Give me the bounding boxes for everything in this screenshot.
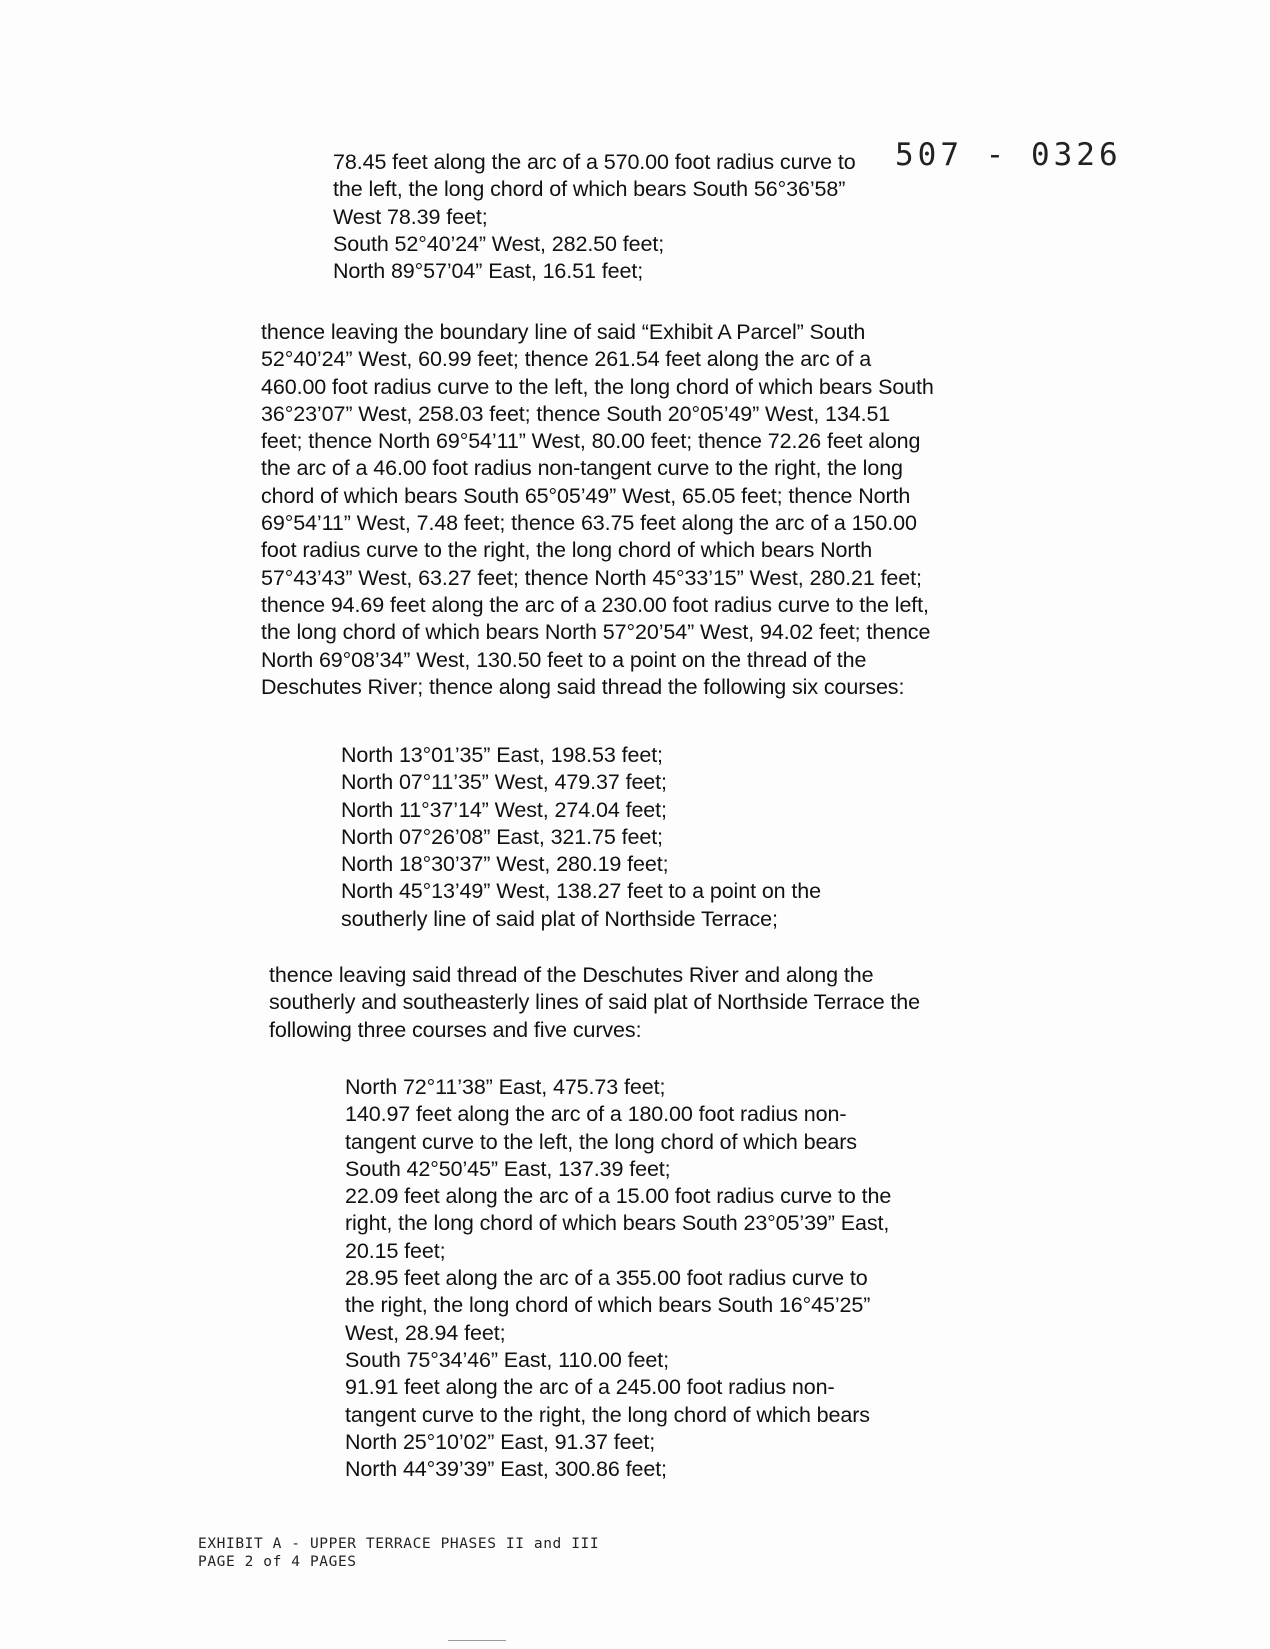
- course-line: tangent curve to the right, the long chord of which bears: [345, 1402, 870, 1427]
- paragraph-line: 52°40’24” West, 60.99 feet; thence 261.54 feet along the arc of a: [261, 347, 872, 372]
- course-line: the left, the long chord of which bears South 56°36’58”: [333, 177, 846, 202]
- paragraph-line: southerly and southeasterly lines of said plat of Northside Terrace the: [269, 990, 921, 1015]
- page-footer: [198, 1536, 599, 1571]
- course-line: North 44°39’39” East, 300.86 feet;: [345, 1457, 667, 1482]
- paragraph-line: 460.00 foot radius curve to the left, the long chord of which bears South: [261, 374, 934, 399]
- course-line: North 13°01’35” East, 198.53 feet;: [341, 743, 663, 767]
- paragraph-line: foot radius curve to the right, the long chord of which bears North: [261, 538, 873, 563]
- paragraph-line: thence leaving said thread of the Deschutes River and along the: [269, 963, 874, 987]
- course-line: North 89°57’04” East, 16.51 feet;: [333, 259, 644, 284]
- course-line: right, the long chord of which bears South 23°05’39” East,: [345, 1211, 890, 1236]
- course-line: West, 28.94 feet;: [345, 1320, 506, 1345]
- paragraph-line: thence leaving the boundary line of said “Exhibit A Parcel” South: [261, 320, 866, 344]
- course-line: North 11°37’14” West, 274.04 feet;: [341, 797, 667, 822]
- recording-number: 507 - 0326: [895, 137, 1122, 173]
- bottom-rule: [448, 1640, 506, 1641]
- paragraph-line: following three courses and five curves:: [269, 1017, 642, 1042]
- paragraph-line: 69°54’11” West, 7.48 feet; thence 63.75 feet along the arc of a 150.00: [261, 511, 917, 536]
- paragraph-line: the long chord of which bears North 57°20’54” West, 94.02 feet; thence: [261, 620, 931, 645]
- course-list-continued: [333, 149, 856, 285]
- course-line: South 52°40’24” West, 282.50 feet;: [333, 231, 665, 256]
- course-line: West 78.39 feet;: [333, 204, 488, 229]
- course-line: 28.95 feet along the arc of a 355.00 foot radius curve to: [345, 1266, 868, 1291]
- paragraph-line: 36°23’07” West, 258.03 feet; thence South 20°05’49” West, 134.51: [261, 401, 891, 426]
- course-line: the right, the long chord of which bears South 16°45’25”: [345, 1293, 871, 1318]
- description-paragraph-1: [261, 319, 934, 701]
- course-line: North 07°26’08” East, 321.75 feet;: [341, 824, 663, 849]
- course-line: North 45°13’49” West, 138.27 feet to a point on the: [341, 879, 822, 904]
- course-line: southerly line of said plat of Northside Terrace;: [341, 906, 778, 931]
- course-line: 78.45 feet along the arc of a 570.00 foot radius curve to: [333, 150, 856, 174]
- page-count: PAGE 2 of 4 PAGES: [198, 1553, 357, 1570]
- description-paragraph-2: [269, 962, 920, 1044]
- exhibit-title: EXHIBIT A - UPPER TERRACE PHASES II and III: [198, 1536, 600, 1552]
- paragraph-line: North 69°08’34” West, 130.50 feet to a point on the thread of the: [261, 647, 867, 672]
- course-line: South 75°34’46” East, 110.00 feet;: [345, 1347, 669, 1372]
- course-line: North 07°11’35” West, 479.37 feet;: [341, 770, 667, 795]
- course-line: 140.97 feet along the arc of a 180.00 foot radius non-: [345, 1102, 847, 1127]
- course-line: North 18°30’37” West, 280.19 feet;: [341, 852, 669, 877]
- river-courses-list: [341, 742, 821, 933]
- paragraph-line: Deschutes River; thence along said thread the following six courses:: [261, 674, 905, 699]
- course-line: tangent curve to the left, the long chord of which bears: [345, 1129, 857, 1154]
- paragraph-line: the arc of a 46.00 foot radius non-tangent curve to the right, the long: [261, 456, 903, 481]
- course-line: North 72°11’38” East, 475.73 feet;: [345, 1075, 666, 1099]
- paragraph-line: thence 94.69 feet along the arc of a 230.00 foot radius curve to the left,: [261, 592, 929, 617]
- course-line: 91.91 feet along the arc of a 245.00 foot radius non-: [345, 1375, 835, 1400]
- terrace-courses-list: [345, 1074, 891, 1483]
- course-line: 20.15 feet;: [345, 1238, 446, 1263]
- course-line: 22.09 feet along the arc of a 15.00 foot radius curve to the: [345, 1184, 892, 1209]
- course-line: North 25°10’02” East, 91.37 feet;: [345, 1429, 656, 1454]
- course-line: South 42°50’45” East, 137.39 feet;: [345, 1156, 671, 1181]
- paragraph-line: feet; thence North 69°54’11” West, 80.00 feet; thence 72.26 feet along: [261, 429, 921, 454]
- paragraph-line: 57°43’43” West, 63.27 feet; thence North 45°33’15” West, 280.21 feet;: [261, 565, 922, 590]
- paragraph-line: chord of which bears South 65°05’49” West, 65.05 feet; thence North: [261, 483, 911, 508]
